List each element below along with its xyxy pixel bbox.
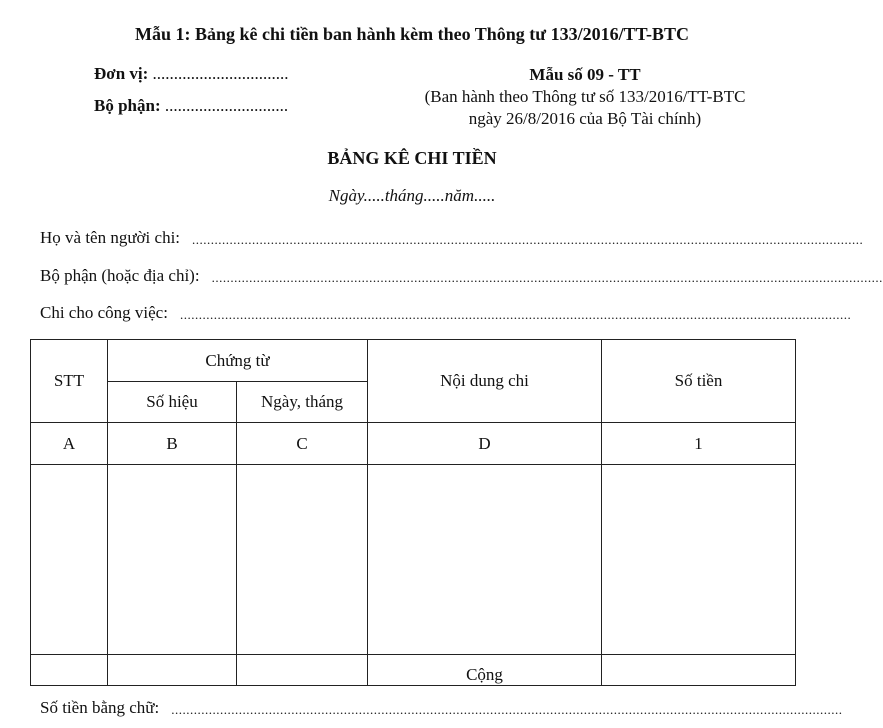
table-cell bbox=[368, 465, 602, 655]
form-note-line-1: (Ban hành theo Thông tư số 133/2016/TT-BTC bbox=[424, 87, 746, 106]
page-heading: Mẫu 1: Bảng kê chi tiền ban hành kèm theo Thông tư 133/2016/TT-BTC bbox=[135, 24, 689, 44]
payer-name-field bbox=[40, 226, 864, 248]
header-stt: STT bbox=[31, 340, 108, 423]
department-dots: ............................. bbox=[164, 96, 289, 115]
amount-in-words-dots: ................................................................................................................................................................................... bbox=[171, 702, 843, 717]
table-cell bbox=[31, 465, 108, 655]
date-line: Ngày.....tháng.....năm..... bbox=[328, 186, 496, 205]
table-cell bbox=[602, 655, 796, 686]
unit-field bbox=[94, 64, 289, 84]
unit-label: Đơn vị: bbox=[94, 64, 149, 83]
table-cell bbox=[31, 655, 108, 686]
payer-department-label: Bộ phận (hoặc địa chỉ): bbox=[40, 266, 200, 285]
header-chung-tu: Chứng từ bbox=[108, 340, 368, 382]
form-note-line-2: ngày 26/8/2016 của Bộ Tài chính) bbox=[468, 109, 702, 128]
header-noi-dung: Nội dung chi bbox=[368, 340, 602, 423]
table-cell bbox=[237, 655, 368, 686]
unit-dots: ................................ bbox=[152, 64, 289, 83]
table-cell bbox=[108, 465, 237, 655]
table-cell bbox=[237, 465, 368, 655]
code-cell-c: C bbox=[237, 423, 368, 465]
table-cell bbox=[602, 465, 796, 655]
amount-in-words-field bbox=[40, 696, 843, 718]
header-so-tien: Số tiền bbox=[602, 340, 796, 423]
form-code: Mẫu số 09 - TT bbox=[529, 65, 641, 84]
document-title: BẢNG KÊ CHI TIỀN bbox=[327, 148, 497, 168]
purpose-label: Chi cho công việc: bbox=[40, 303, 168, 322]
code-cell-1: 1 bbox=[602, 423, 796, 465]
payer-name-label: Họ và tên người chi: bbox=[40, 228, 181, 247]
amount-in-words-label: Số tiền bằng chữ: bbox=[40, 698, 160, 717]
payer-department-dots: ................................................................................................................................................................................... bbox=[211, 270, 883, 285]
code-cell-a: A bbox=[31, 423, 108, 465]
header-ngay-thang: Ngày, tháng bbox=[237, 382, 368, 423]
header-row-1 bbox=[31, 340, 796, 382]
code-cell-d: D bbox=[368, 423, 602, 465]
purpose-dots: ................................................................................................................................................................................... bbox=[179, 307, 852, 322]
table-cell bbox=[108, 655, 237, 686]
expense-table bbox=[30, 339, 796, 686]
payer-department-field bbox=[40, 264, 883, 286]
table-row bbox=[31, 465, 796, 655]
total-row bbox=[31, 655, 796, 686]
code-row bbox=[31, 423, 796, 465]
code-cell-b: B bbox=[108, 423, 237, 465]
header-so-hieu: Số hiệu bbox=[108, 382, 237, 423]
total-label: Cộng bbox=[368, 655, 602, 686]
payer-name-dots: ................................................................................................................................................................................... bbox=[192, 232, 864, 247]
purpose-field bbox=[40, 301, 852, 323]
department-label: Bộ phận: bbox=[94, 96, 161, 115]
form-info bbox=[390, 64, 780, 130]
department-field bbox=[94, 96, 288, 116]
